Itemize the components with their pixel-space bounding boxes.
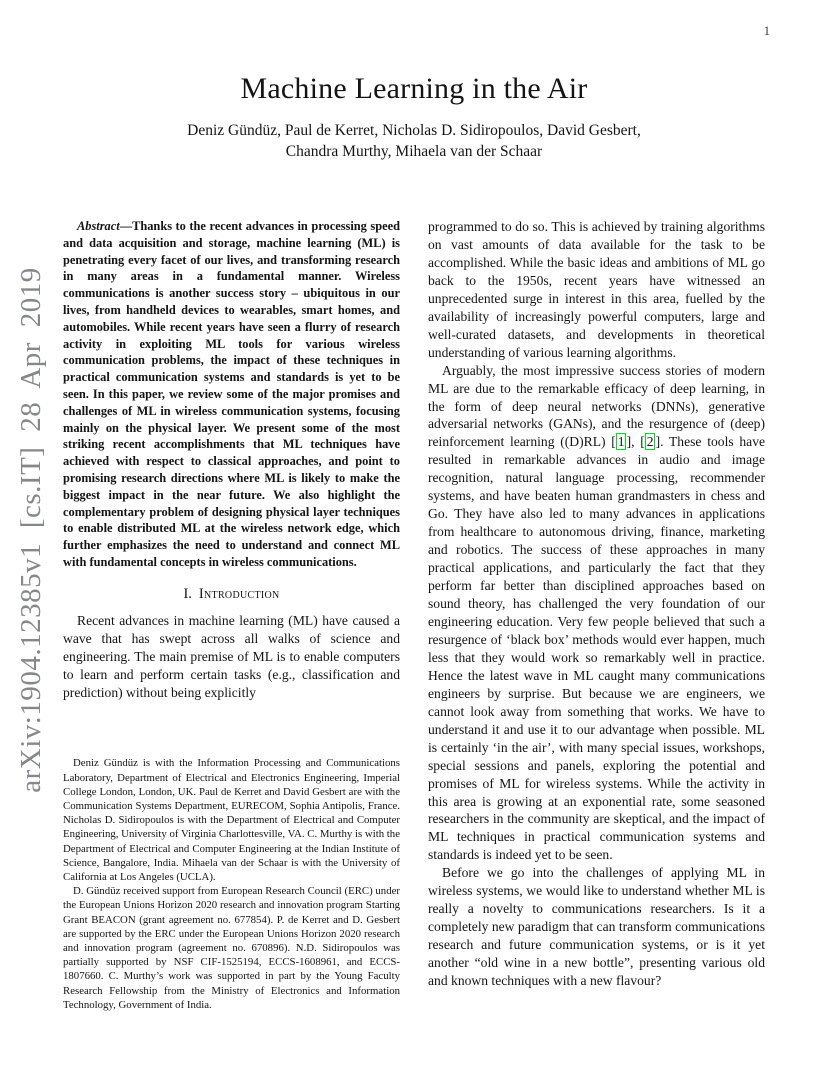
footnotes-block [63, 756, 400, 1012]
paper-header [0, 0, 828, 162]
author-line-2: Chandra Murthy, Mihaela van der Schaar [285, 143, 543, 160]
bracket-open-2: [ [640, 434, 645, 450]
paper-title: Machine Learning in the Air [240, 72, 588, 105]
right-column [428, 218, 765, 1012]
abstract-label: Abstract [77, 219, 120, 233]
paragraph-text-before-citations: Arguably, the most impressive success stories of modern ML are due to the remarkable efficacy of deep learning, in the form of deep neural networks (DNNs), generative adversarial networks (GANs), and the resurgence of (deep) reinforcement learning ((D)RL) [428, 362, 765, 450]
footnote-funding: D. Gündüz received support from European Research Council (ERC) under the European Unions Horizon 2020 research and innovation program Starting Grant BEACON (grant agreement no. 677854). P. de Kerret and D. Gesbert are supported by the ERC under the European Unions Horizon 2020 research and innovation program (agreement no. 670896). N.D. Sidiropoulos was partially supported by NSF CIF-1525194, ECCS-1608961, and ECCS-1807660. C. Murthy’s work was supported in part by the Young Faculty Research Fellowship from the Ministry of Electronics and Information Technology, Government of India. [63, 885, 400, 1011]
citation-separator: , [631, 434, 641, 450]
abstract-text: —Thanks to the recent advances in processing speed and data acquisition and storage, machine learning (ML) is penetrating every facet of our lives, and transforming research in many areas in a fundamental manner. Wireless communications is another success story – ubiquitous in our lives, from handheld devices to wearables, smart homes, and automobiles. While recent years have seen a flurry of research activity in exploiting ML tools for various wireless communication problems, the impact of these techniques in practical communication systems and standards is yet to be seen. In this paper, we review some of the major promises and challenges of ML in wireless communication systems, focusing mainly on the physical layer. We present some of the most striking recent accomplishments that ML techniques have achieved with respect to classical approaches, and point to promising research directions where ML is likely to make the biggest impact in the near future. We also highlight the complementary problem of designing physical layer techniques to enable distributed ML at the wireless network edge, which further emphasizes the need to understand and connect ML with fundamental concepts in wireless communications. [63, 219, 400, 569]
citation-link-2[interactable]: 2 [646, 434, 654, 450]
author-line-1: Deniz Gündüz, Paul de Kerret, Nicholas D. Sidiropoulos, David Gesbert, [187, 122, 641, 139]
left-column [63, 218, 400, 1012]
paragraph-text-after-citations: . These tools have resulted in remarkable advances in audio and image recognition, natural language processing, recommender systems, and have beaten human grandmasters in chess and Go. They have also led to many advances in applications from healthcare to autonomous driving, finance, marketing and robotics. The success of these approaches in many practical applications, and particularly the fact that they perform far better than disciplined approaches based on sound theory, has challenged the very foundation of our engineering education. Very few people believed that such a resurgence of ‘black box’ methods would ever happen, much less that they would work so remarkably well in practice. Hence the latest wave in ML caught many communications engineers by surprise. But because we are engineers, we cannot look away from something that works. We have to understand it and use it to our advantage when possible. ML is certainly ‘in the air’, with many special issues, workshops, special sessions and panels, exploring the potential and promises of ML for wireless systems. While the activity in this area is growing at an exponential rate, some seasoned researchers in the community are skeptical, and the impact of ML techniques in practical communication systems and standards is indeed yet to be seen. [428, 434, 766, 863]
body-paragraph-continuation: programmed to do so. This is achieved by training algorithms on vast amounts of data available for the task to be accomplished. While the basic ideas and ambitions of ML go back to the 1950s, recent years have witnessed an unprecedented surge in interest in this area, fuelled by the availability of increasingly powerful computers, large and well-curated datasets, and developments in theoretical understanding of various learning algorithms. [428, 219, 765, 360]
section-number: I. [183, 585, 192, 602]
footnote-affiliations: Deniz Gündüz is with the Information Processing and Communications Laboratory, Department of Electrical and Electronics Engineering, Imperial College London, London, UK. Paul de Kerret and David Gesbert are with the Communication Systems Department, EURECOM, Sophia Antipolis, France. Nicholas D. Sidiropoulos is with the Department of Electrical and Computer Engineering, University of Virginia Charlottesville, VA. C. Murthy is with the Department of Electrical and Computer Engineering at the Indian Institute of Science, Bangalore, India. Mihaela van der Schaar is with the University of California at Los Angeles (UCLA). [63, 757, 400, 883]
bracket-open: [ [611, 434, 616, 450]
two-column-body [63, 218, 765, 1012]
author-list [0, 120, 828, 162]
section-heading-introduction [63, 586, 400, 603]
section-title: Introduction [198, 585, 280, 602]
bracket-close: ] [626, 434, 632, 450]
abstract-paragraph [63, 218, 400, 571]
page-number: 1 [763, 24, 770, 38]
body-paragraph-old-wine: Before we go into the challenges of applying ML in wireless systems, we would like to understand whether ML is really a novelty to communications researchers. Is it a completely new paradigm that can transform communications research and future communication systems, or is it yet another “old wine in a new bottle”, presenting various old and known techniques with a new flavour? [428, 865, 765, 989]
arxiv-watermark: arXiv:1904.12385v1 [cs.IT] 28 Apr 2019 [15, 267, 47, 793]
body-paragraph-deep-learning [428, 362, 765, 865]
citation-link-1[interactable]: 1 [617, 434, 625, 450]
bracket-close-2: ] [655, 434, 661, 450]
intro-paragraph: Recent advances in machine learning (ML) have caused a wave that has swept across all walks of science and engineering. The main premise of ML is to enable computers to learn and perform certain tasks (e.g., classification and prediction) without being explicitly [63, 612, 400, 700]
